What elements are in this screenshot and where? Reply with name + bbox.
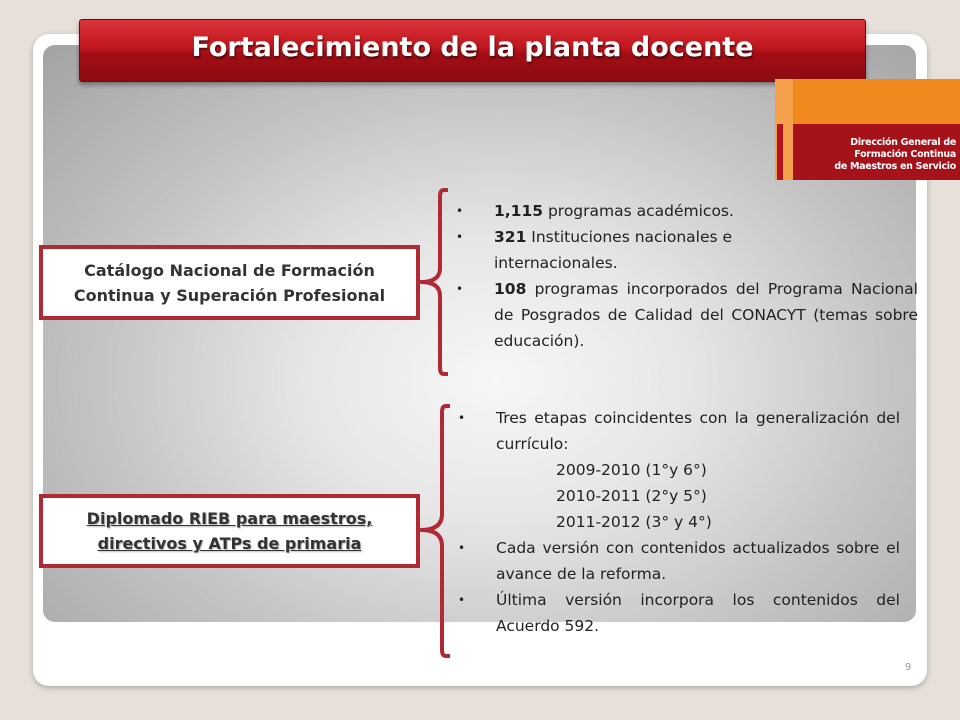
bullet-icon: • bbox=[456, 230, 464, 244]
page-number: 9 bbox=[905, 662, 912, 673]
logo-text bbox=[796, 137, 956, 173]
stage-item: 2011-2012 (3° y 4°) bbox=[556, 513, 712, 531]
list-item: • Tres etapas coincidentes con la generalización del currículo: bbox=[496, 405, 900, 457]
logo-line-2: de Maestros en Servicio bbox=[834, 161, 956, 172]
stage-item: 2009-2010 (1°y 6°) bbox=[556, 461, 707, 479]
bullet-icon: • bbox=[458, 541, 466, 555]
stage-item: 2010-2011 (2°y 5°) bbox=[556, 487, 707, 505]
list-item: • 108 programas incorporados del Programa Nacional de Posgrados de Calidad del CONACYT (temas sobre educación). bbox=[494, 276, 918, 354]
logo-orange-block bbox=[775, 79, 960, 124]
slide-title: Fortalecimiento de la planta docente bbox=[191, 32, 754, 63]
catalog-list bbox=[456, 198, 918, 354]
brace-top bbox=[418, 186, 458, 378]
brace-bottom bbox=[418, 400, 458, 662]
diplomado-label: Diplomado RIEB para maestros, directivos y ATPs de primaria bbox=[86, 509, 373, 553]
bullet-icon: • bbox=[456, 204, 464, 218]
list-item: • 1,115 programas académicos. bbox=[494, 198, 918, 224]
diplomado-list bbox=[458, 405, 900, 639]
title-banner bbox=[79, 19, 866, 82]
stage-list bbox=[496, 457, 900, 535]
list-item: • Cada versión con contenidos actualizados sobre el avance de la reforma. bbox=[496, 535, 900, 587]
logo-line-1: Dirección General de Formación Continua bbox=[850, 137, 956, 160]
catalog-label-box bbox=[39, 245, 420, 320]
catalog-label: Catálogo Nacional de Formación Continua y Superación Profesional bbox=[73, 260, 386, 305]
list-item: • Última versión incorpora los contenidos del Acuerdo 592. bbox=[496, 587, 900, 639]
logo-red-edge bbox=[777, 124, 783, 180]
bullet-icon: • bbox=[456, 282, 464, 296]
bullet-icon: • bbox=[458, 593, 466, 607]
diplomado-label-box bbox=[39, 494, 420, 568]
list-item: • 321 Instituciones nacionales e internacionales. bbox=[494, 224, 794, 276]
institution-logo bbox=[775, 79, 960, 180]
bullet-icon: • bbox=[458, 411, 466, 425]
